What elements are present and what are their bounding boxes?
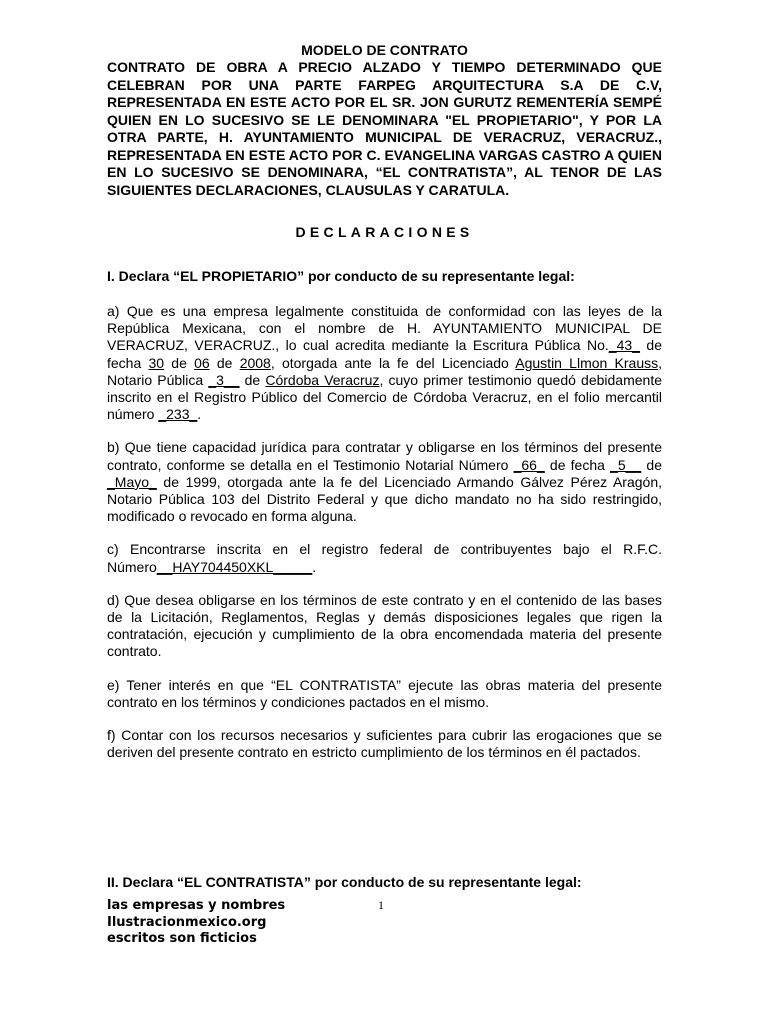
date-day: _5__ [610,456,642,473]
para-b-text: de [641,456,662,473]
rfc-number: __HAY704450XKL_____ [156,558,313,575]
watermark-line: escritos son ficticios [107,931,257,946]
watermark-line: las empresas y nombres [107,898,286,913]
paragraph-a [107,303,662,423]
para-a-text: de [164,354,195,371]
licenciado-name: Agustin Llmon Krauss [515,354,659,371]
para-c-text: c) Encontrarse inscrita en el registro federal de contribuyentes bajo el R.F.C. Número [107,541,662,575]
paragraph-c [107,541,662,575]
para-b-text: de fecha [544,456,611,473]
paragraph-b [107,439,662,525]
city-name: Córdoba Veracruz [265,371,380,388]
para-c-text: . [312,558,317,575]
contract-intro: CONTRATO DE OBRA A PRECIO ALZADO Y TIEMPO DETERMINADO QUE CELEBRAN POR UNA PARTE FARPEG ARQUITECTURA S.A DE C.V, REPRESENTADA EN ESTE ACTO POR EL SR. JON GURUTZ REMENTERÍA SEMPÉ QUIEN EN LO SUCESIVO SE LE DENOMINARA "EL PROPIETARIO", Y POR LA OTRA PARTE, H. AYUNTAMIENTO MUNICIPAL DE VERACRUZ, VERACRUZ., REPRESENTADA EN ESTE ACTO POR C. EVANGELINA VARGAS CASTRO A QUIEN EN LO SUCESIVO SE DENOMINARA, “EL CONTRATISTA”, AL TENOR DE LAS SIGUIENTES DECLARACIONES, CLAUSULAS Y CARATULA. [107,59,662,198]
section-1-heading: I. Declara “EL PROPIETARIO” por conducto de su representante legal: [107,268,575,284]
date-month: _Mayo_ [107,473,157,490]
para-a-text: a) Que es una empresa legalmente constituida de conformidad con las leyes de la República Mexicana, con el nombre de H. AYUNTAMIENTO MUNICIPAL DE VERACRUZ, VERACRUZ., lo cual acredita mediante la Escritura Pública No. [107,303,662,354]
para-b-text: b) Que tiene capacidad jurídica para contratar y obligarse en los términos del presente contrato, conforme se detalla en el Testimonio Notarial Número [107,439,662,473]
para-a-text: , Notario Pública [107,354,663,388]
para-b-text: de 1999, otorgada ante la fe del Licenciado Armando Gálvez Pérez Aragón, Notario Pública 103 del Distrito Federal y que dicho mandato no ha sido restringido, modificado o revocado en forma alguna. [107,473,662,525]
date-day: 30 [148,354,165,371]
date-year: 2008 [239,354,271,371]
paragraph-e: e) Tener interés en que “EL CONTRATISTA” ejecute las obras materia del presente contrato en los términos y condiciones pactados en el mismo. [107,676,662,710]
escritura-number: _43_ [608,337,640,354]
document-title: MODELO DE CONTRATO [301,42,468,58]
para-a-text: , cuyo primer testimonio quedó debidamente inscrito en el Registro Público del Comercio de Córdoba Veracruz, en el folio mercantil número [107,371,663,423]
paragraph-d: d) Que desea obligarse en los términos de este contrato y en el contenido de las bases de la Licitación, Reglamentos, Reglas y demás disposiciones legales que rigen la contratación, ejecución y cumplimiento de la obra encomendada materia del presente contrato. [107,591,662,660]
notario-number: _3__ [208,371,240,388]
testimonio-number: _66_ [513,456,545,473]
folio-number: _233_ [158,406,198,423]
para-a-text: , otorgada ante la fe del Licenciado [270,354,516,371]
page-number: 1 [378,898,384,912]
para-a-text: de [239,371,266,388]
watermark-note [107,898,285,948]
paragraph-f: f) Contar con los recursos necesarios y suficientes para cubrir las erogaciones que se deriven del presente contrato en estricto cumplimiento de los términos en él pactados. [107,727,662,761]
para-a-text: de fecha [107,337,662,371]
watermark-line: Ilustracionmexico.org [107,914,267,930]
document-body [107,42,662,761]
date-month: 06 [194,354,210,371]
para-a-text: de [209,354,240,371]
para-a-text: . [197,406,202,423]
section-2-heading: II. Declara “EL CONTRATISTA” por conducto de su representante legal: [107,874,582,890]
declarations-heading: DECLARACIONES [295,224,474,240]
